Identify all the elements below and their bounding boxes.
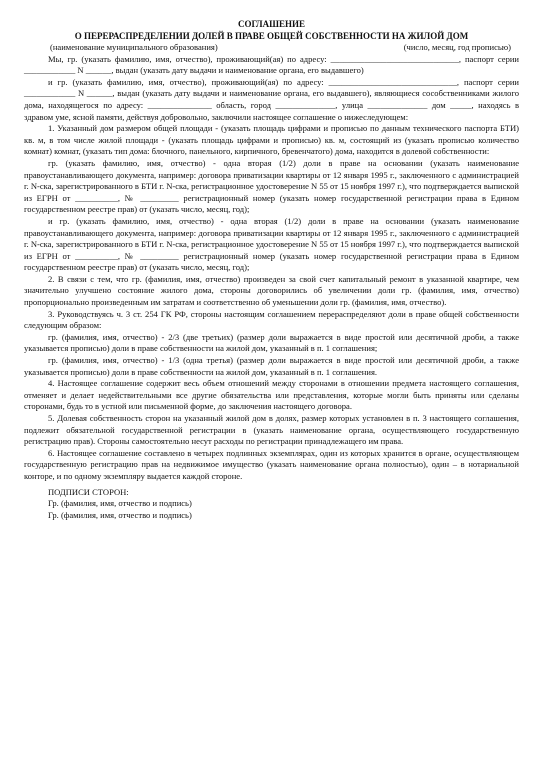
intro-paragraph: Мы, гр. (указать фамилию, имя, отчество), проживающий(ая) по адресу: ______________________________, паспорт серии ____________ N ______, выдан (указать дату выдачи и наименование органа, его выдавшего) <box>24 53 519 76</box>
signatures-heading: ПОДПИСИ СТОРОН: <box>48 486 129 497</box>
intro-paragraph: и гр. (указать фамилию, имя, отчество), проживающий(ая) по адресу: ______________________________, паспорт серии ____________ N ______, выдан (указать дату выдачи и наименование органа, его выдавшего), являющиеся сособственниками жилого дома, находящегося по адресу: _______________ область, город ______________, улица ______________ дом _____, находясь в здравом уме, ясной памяти, действуя добровольно, заключили настоящее соглашение о нижеследующем: <box>24 76 519 122</box>
document-title: СОГЛАШЕНИЕ <box>238 19 305 29</box>
clause-paragraph: гр. (фамилия, имя, отчество) - 2/3 (две третьих) (размер доли выражается в виде простой или десятичной дроби, а также указывается прописью) доли в праве собственности на жилой дом, указанный в п. 1 соглашения; <box>24 331 519 354</box>
signature-line: Гр. (фамилия, имя, отчество и подпись) <box>48 498 192 509</box>
document-subtitle: О ПЕРЕРАСПРЕДЕЛЕНИИ ДОЛЕЙ В ПРАВЕ ОБЩЕЙ СОБСТВЕННОСТИ НА ЖИЛОЙ ДОМ <box>74 31 469 41</box>
place-hint: (наименование муниципального образования) <box>50 42 218 52</box>
clause-paragraph: 2. В связи с тем, что гр. (фамилия, имя, отчество) произведен за свой счет капитальный ремонт в указанной квартире, чем значительно улучшено состояние жилого дома, стороны договорились об увеличении доли гр. (фамилия, имя, отчество) пропорционально произведенным им затратам и соответственно об уменьшении доли гр. (фамилия, имя, отчество). <box>24 273 519 308</box>
place-date-line <box>24 42 519 54</box>
date-hint: (число, месяц, год прописью) <box>403 42 511 52</box>
signature-line: Гр. (фамилия, имя, отчество и подпись) <box>48 509 192 520</box>
clause-paragraph: 5. Долевая собственность сторон на указанный жилой дом в долях, размер которых установлен в п. 3 настоящего соглашения, подлежит обязательной государственной регистрации в (указать наименование органа, осуществляющего государственную регистрацию прав). Стороны самостоятельно несут расходы по регистрации принадлежащего им права. <box>24 413 519 447</box>
clause-paragraph: 4. Настоящее соглашение содержит весь объем отношений между сторонами в отношении предмета настоящего соглашения, отменяет и делает недействительными все другие обязательства или представления, которые могли быть приняты или сделаны сторонами, будь то в устной или письменной форме, до заключения настоящего договора. <box>24 378 519 412</box>
clause-paragraph: гр. (фамилия, имя, отчество) - 1/3 (одна третья) (размер доли выражается в виде простой или десятичной дроби, а также указывается прописью) доли в праве собственности на жилой дом, указанный в п. 1 соглашения. <box>24 355 519 377</box>
clause-paragraph: и гр. (указать фамилию, имя, отчество) - одна вторая (1/2) доли в праве на основании (указать наименование правоустанавливающего документа, например: договора приватизации квартиры от 12 января 1995 г., заключенного с администрацией г. N-ска, зарегистрированного в БТИ г. N-ска, регистрационное удостоверение N 55 от 15 ноября 1997 г.), что подтверждается выпиской из ЕГРН от __________, № _________ регистрационный номер (указать номер государственной регистрации права в Едином государственном реестре прав) от (указать число, месяц, год); <box>24 215 519 273</box>
clause-paragraph: 3. Руководствуясь ч. 3 ст. 254 ГК РФ, стороны настоящим соглашением перераспределяют доли в праве общей собственности следующим образом: <box>24 308 519 331</box>
clause-paragraph: 1. Указанный дом размером общей площади - (указать площадь цифрами и прописью по данным технического паспорта БТИ) кв. м, в том числе жилой площади - (указать площадь цифрами и прописью) кв. м, состоящий из (указать прописью количество комнат) комнат, (указать тип дома: блочного, панельного, кирпичного, бревенчатого) дома, находится в долевой собственности: <box>24 123 519 157</box>
clause-paragraph: гр. (указать фамилию, имя, отчество) - одна вторая (1/2) доли в праве на основании (указать наименование правоустанавливающего документа, например: договора приватизации квартиры от 12 января 1995 г., заключенного с администрацией г. N-ска, зарегистрированного в БТИ г. N-ска, регистрационное удостоверение N 55 от 15 ноября 1997 г.), что подтверждается выпиской из ЕГРН от __________, № _________ регистрационный номер (указать номер государственной регистрации права в Едином государственном реестре прав) от (указать число, месяц, год); <box>24 157 519 215</box>
clause-paragraph: 6. Настоящее соглашение составлено в четырех подлинных экземплярах, один из которых хранится в органе, осуществляющем государственную регистрацию прав на недвижимое имущество (указать наименование органа полностью), один – в нотариальной конторе, и по одному экземпляру выдается каждой стороне. <box>24 447 519 481</box>
